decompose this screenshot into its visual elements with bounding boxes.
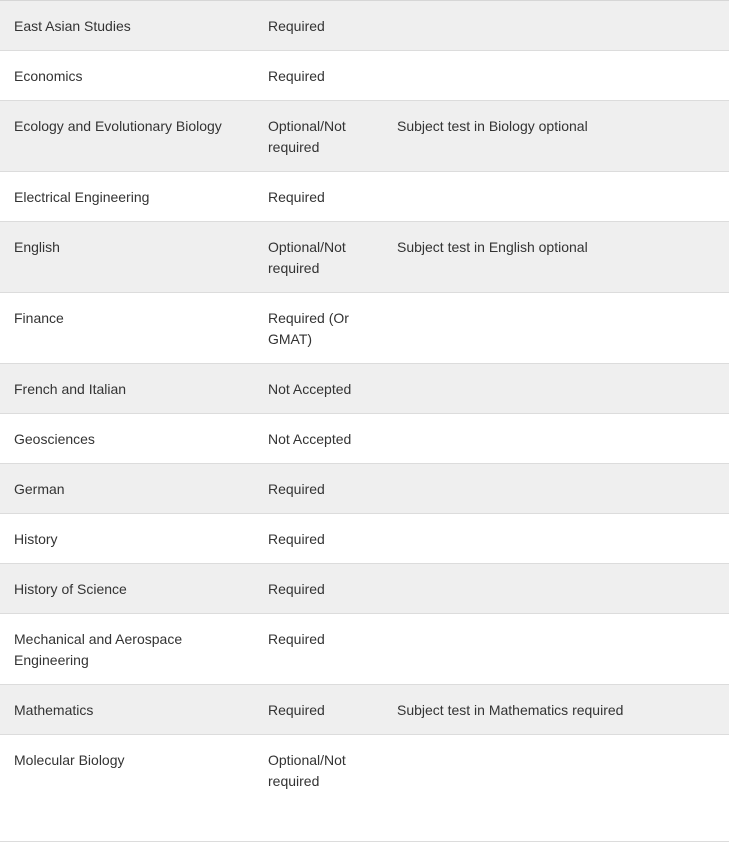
department-cell: Molecular Biology (14, 752, 125, 768)
table-row (0, 614, 729, 685)
gre-status-cell: Required (268, 531, 325, 547)
table-row (0, 101, 729, 172)
table-row (0, 414, 729, 464)
department-cell: Mechanical and Aerospace Engineering (14, 631, 183, 668)
subject-test-cell (383, 464, 729, 513)
gre-status-cell: Required (268, 481, 325, 497)
subject-test-cell (383, 735, 729, 841)
gre-status-cell: Required (268, 189, 325, 205)
department-cell: French and Italian (14, 381, 127, 397)
department-cell: History of Science (14, 581, 127, 597)
department-cell: History (14, 531, 58, 547)
department-cell: Mathematics (14, 702, 94, 718)
department-cell: Economics (14, 68, 83, 84)
department-cell: Geosciences (14, 431, 95, 447)
gre-status-cell: Required (268, 702, 325, 718)
table-row (0, 222, 729, 293)
gre-status-cell: Required (268, 68, 325, 84)
gre-status-cell: Required (268, 631, 325, 647)
gre-status-cell: Required (268, 581, 325, 597)
table-row (0, 685, 729, 735)
department-cell: English (14, 239, 60, 255)
subject-test-cell (383, 1, 729, 50)
subject-test-cell: Subject test in English optional (397, 239, 588, 255)
gre-status-cell: Required (268, 18, 325, 34)
table-row (0, 1, 729, 51)
subject-test-cell (383, 414, 729, 463)
subject-test-cell (383, 51, 729, 100)
table-row (0, 735, 729, 842)
gre-status-cell: Required (Or GMAT) (268, 310, 349, 347)
table-row (0, 364, 729, 414)
gre-status-cell: Optional/Not required (268, 752, 346, 789)
table-row (0, 51, 729, 101)
department-cell: East Asian Studies (14, 18, 131, 34)
gre-status-cell: Not Accepted (268, 431, 352, 447)
department-cell: Electrical Engineering (14, 189, 150, 205)
subject-test-cell (383, 614, 729, 684)
subject-test-cell (383, 172, 729, 221)
subject-test-cell: Subject test in Mathematics required (397, 702, 624, 718)
table-row (0, 293, 729, 364)
table-row (0, 564, 729, 614)
department-cell: Ecology and Evolutionary Biology (14, 118, 222, 134)
gre-status-cell: Not Accepted (268, 381, 352, 397)
subject-test-cell (383, 564, 729, 613)
table-row (0, 172, 729, 222)
gre-status-cell: Optional/Not required (268, 118, 346, 155)
table-row (0, 514, 729, 564)
subject-test-cell (383, 364, 729, 413)
subject-test-cell: Subject test in Biology optional (397, 118, 588, 134)
subject-test-cell (383, 514, 729, 563)
table-row (0, 464, 729, 514)
department-cell: German (14, 481, 65, 497)
department-cell: Finance (14, 310, 64, 326)
subject-test-cell (383, 293, 729, 363)
gre-status-cell: Optional/Not required (268, 239, 346, 276)
